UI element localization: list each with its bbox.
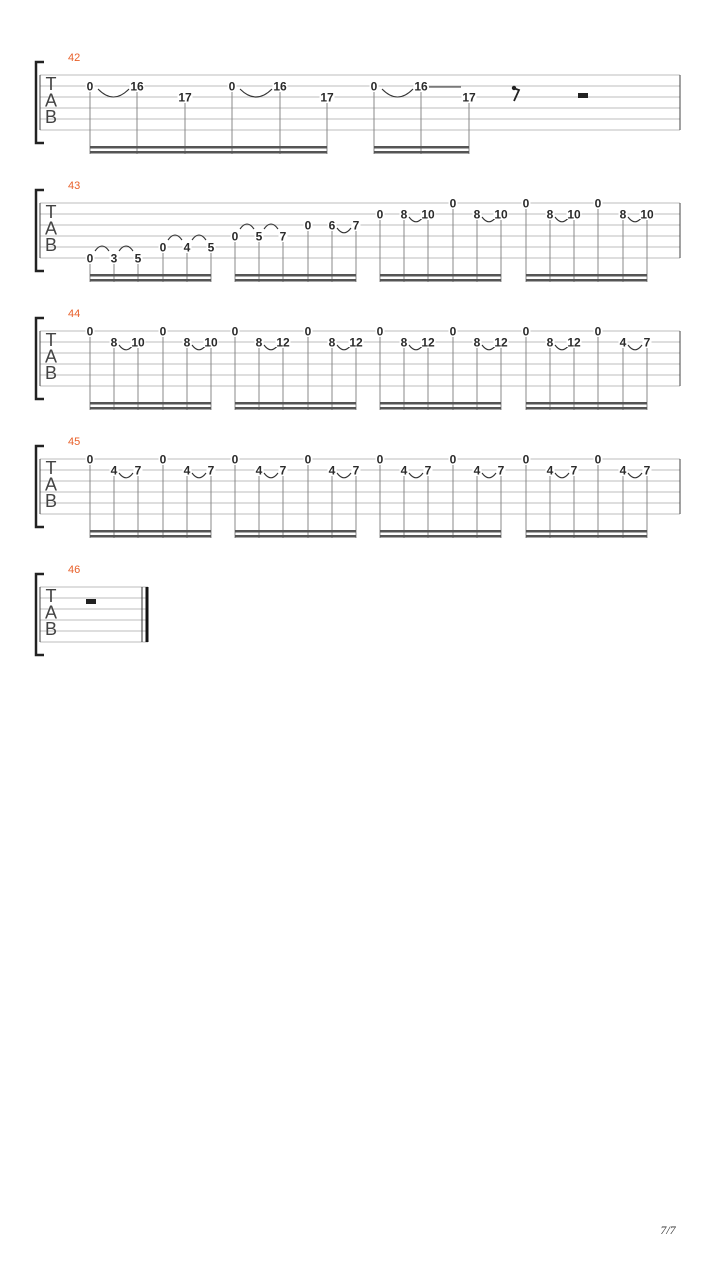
tab-clef-letter: T [45, 74, 57, 94]
tab-system [36, 52, 680, 154]
fret-number: 12 [494, 335, 508, 350]
beam [380, 535, 501, 538]
fret-number: 0 [522, 196, 530, 211]
fret-number: 10 [204, 335, 218, 350]
fret-number: 7 [279, 229, 287, 244]
fret-number: 10 [131, 335, 145, 350]
fret-number: 8 [546, 207, 554, 222]
fret-number: 10 [640, 207, 654, 222]
fret-number: 8 [619, 207, 627, 222]
fret-number: 0 [449, 324, 457, 339]
beam [526, 530, 647, 533]
fret-number: 7 [279, 463, 287, 478]
fret-number: 10 [421, 207, 435, 222]
fret-number: 17 [462, 90, 476, 105]
fret-number: 7 [207, 463, 215, 478]
fret-number: 12 [421, 335, 435, 350]
fret-number: 0 [304, 324, 312, 339]
measure-number: 42 [68, 52, 81, 64]
beam [526, 407, 647, 410]
fret-number: 8 [400, 207, 408, 222]
tie-arc [382, 89, 413, 97]
fret-number: 4 [328, 463, 336, 478]
beam [90, 279, 211, 282]
fret-number: 8 [328, 335, 336, 350]
fret-number: 0 [594, 196, 602, 211]
fret-number: 7 [134, 463, 142, 478]
fret-number: 4 [473, 463, 481, 478]
tie-arc [337, 228, 351, 233]
tab-system [36, 308, 680, 410]
tie-arc [337, 473, 351, 478]
tab-clef-letter: A [44, 346, 58, 367]
tab-clef-letter: A [44, 474, 58, 495]
beam [380, 530, 501, 533]
fret-number: 8 [400, 335, 408, 350]
fret-number: 5 [255, 229, 263, 244]
beam [380, 274, 501, 277]
beam [374, 151, 469, 154]
fret-number: 0 [594, 452, 602, 467]
fret-number: 17 [178, 90, 192, 105]
beam [380, 402, 501, 405]
fret-number: 0 [159, 452, 167, 467]
fret-number: 16 [414, 79, 428, 94]
tab-clef-letter: B [44, 235, 58, 255]
beam [526, 279, 647, 282]
fret-number: 0 [86, 452, 94, 467]
fret-number: 0 [231, 229, 239, 244]
eighth-rest-head [512, 86, 516, 90]
tie-arc [119, 473, 133, 478]
beam [90, 530, 211, 533]
tab-clef-letter: T [45, 330, 57, 350]
beam [235, 274, 356, 277]
fret-number: 6 [328, 218, 336, 233]
fret-number: 7 [352, 463, 360, 478]
beam [374, 146, 469, 149]
tie-arc [98, 89, 129, 97]
fret-number: 7 [643, 335, 651, 350]
beam [526, 402, 647, 405]
fret-number: 0 [159, 324, 167, 339]
fret-number: 8 [473, 335, 481, 350]
page-number: 7/7 [660, 1223, 676, 1237]
fret-number: 0 [376, 324, 384, 339]
half-rest [578, 93, 588, 98]
fret-number: 10 [567, 207, 581, 222]
fret-number: 8 [183, 335, 191, 350]
fret-number: 16 [273, 79, 287, 94]
fret-number: 4 [183, 240, 191, 255]
tie-arc [628, 345, 642, 350]
fret-number: 7 [352, 218, 360, 233]
fret-number: 0 [231, 452, 239, 467]
tab-system [36, 180, 680, 282]
tab-clef-letter: B [44, 619, 58, 639]
fret-number: 0 [86, 251, 94, 266]
fret-number: 0 [594, 324, 602, 339]
measure-number: 43 [68, 180, 81, 192]
fret-number: 4 [546, 463, 554, 478]
measure-number: 45 [68, 436, 81, 448]
fret-number: 12 [349, 335, 363, 350]
fret-number: 7 [570, 463, 578, 478]
fret-number: 4 [183, 463, 191, 478]
beam [90, 535, 211, 538]
tie-arc [192, 473, 206, 478]
beam [90, 407, 211, 410]
beam [235, 279, 356, 282]
beam [90, 151, 327, 154]
beam [526, 535, 647, 538]
beam [235, 407, 356, 410]
fret-number: 12 [276, 335, 290, 350]
fret-number: 0 [86, 79, 94, 94]
fret-number: 0 [304, 452, 312, 467]
beam [380, 279, 501, 282]
tab-system [36, 436, 680, 538]
fret-number: 4 [619, 463, 627, 478]
measure-number: 44 [68, 308, 81, 320]
fret-number: 4 [619, 335, 627, 350]
fret-number: 0 [231, 324, 239, 339]
tab-clef-letter: A [44, 90, 58, 111]
fret-number: 0 [376, 207, 384, 222]
tab-clef-letter: T [45, 202, 57, 222]
tie-arc [555, 473, 569, 478]
tie-arc [409, 473, 423, 478]
fret-number: 0 [370, 79, 378, 94]
beam [90, 402, 211, 405]
fret-number: 8 [473, 207, 481, 222]
tab-clef-letter: T [45, 458, 57, 478]
tab-clef-letter: B [44, 107, 58, 127]
fret-number: 0 [522, 452, 530, 467]
tab-clef-letter: B [44, 491, 58, 511]
tab-system [36, 564, 148, 655]
fret-number: 4 [400, 463, 408, 478]
half-rest [86, 599, 96, 604]
fret-number: 5 [207, 240, 215, 255]
fret-number: 4 [255, 463, 263, 478]
beam [235, 535, 356, 538]
fret-number: 0 [304, 218, 312, 233]
fret-number: 12 [567, 335, 581, 350]
fret-number: 0 [228, 79, 236, 94]
fret-number: 4 [110, 463, 118, 478]
beam [526, 274, 647, 277]
tie-arc [264, 473, 278, 478]
fret-number: 0 [522, 324, 530, 339]
fret-number: 0 [86, 324, 94, 339]
tie-arc [628, 473, 642, 478]
fret-number: 0 [159, 240, 167, 255]
beam [235, 402, 356, 405]
fret-number: 5 [134, 251, 142, 266]
fret-number: 0 [376, 452, 384, 467]
fret-number: 3 [110, 251, 118, 266]
fret-number: 8 [255, 335, 263, 350]
fret-number: 17 [320, 90, 334, 105]
beam [90, 274, 211, 277]
fret-number: 7 [497, 463, 505, 478]
fret-number: 7 [424, 463, 432, 478]
tab-clef-letter: B [44, 363, 58, 383]
fret-number: 0 [449, 196, 457, 211]
beam [380, 407, 501, 410]
tab-clef-letter: A [44, 602, 58, 623]
tie-arc [482, 473, 496, 478]
tab-clef-letter: T [45, 586, 57, 606]
fret-number: 0 [449, 452, 457, 467]
fret-number: 8 [546, 335, 554, 350]
beam [235, 530, 356, 533]
fret-number: 16 [130, 79, 144, 94]
beam [90, 146, 327, 149]
measure-number: 46 [68, 564, 81, 576]
tab-clef-letter: A [44, 218, 58, 239]
fret-number: 7 [643, 463, 651, 478]
fret-number: 10 [494, 207, 508, 222]
tie-arc [240, 89, 272, 97]
fret-number: 8 [110, 335, 118, 350]
